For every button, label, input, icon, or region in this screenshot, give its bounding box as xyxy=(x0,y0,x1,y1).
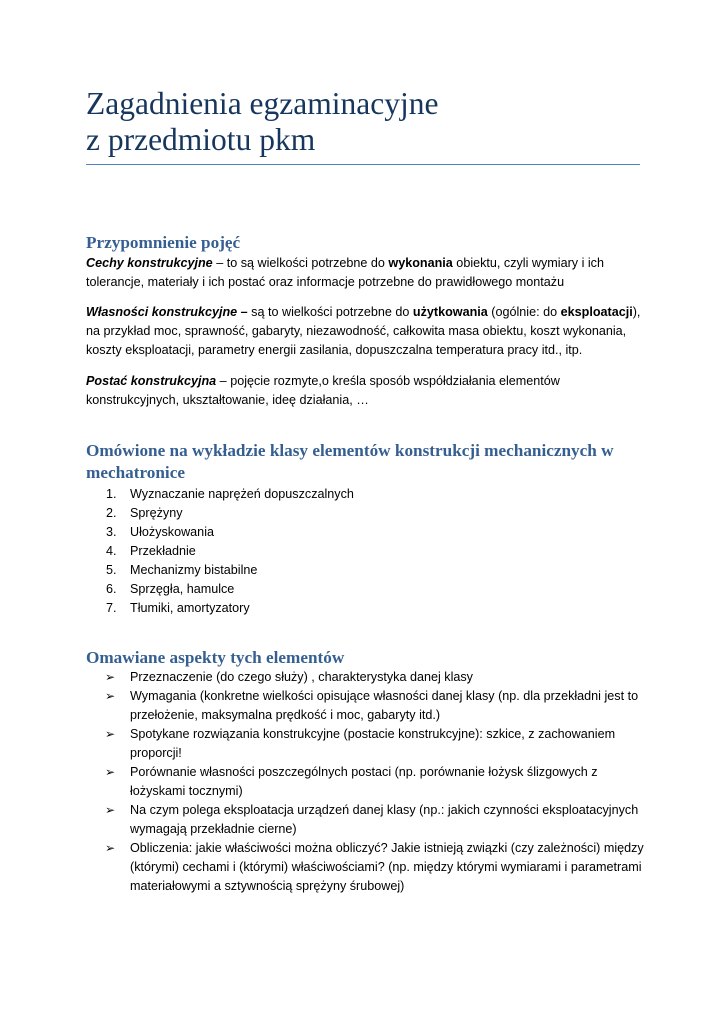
section-heading-przypomnienie: Przypomnienie pojęć xyxy=(86,233,241,252)
text-segment: – to są wielkości potrzebne do xyxy=(212,256,389,270)
title-line-1: Zagadnienia egzaminacyjne xyxy=(86,86,439,121)
list-item-text: Spotykane rozwiązania konstrukcyjne (postacie konstrukcyjne): szkice, z zachowaniem proporcji! xyxy=(130,727,616,760)
bold-uzytkowania: użytkowania xyxy=(412,305,488,319)
text-segment: ), na przykład moc, sprawność, gabaryty, niezawodność, całkowita masa obiektu, koszt wykonania, koszty eksploatacji, parametry energii zasilania, dopuszczalna temperatura pracy itd., itp. xyxy=(86,305,641,358)
term-postac: Postać konstrukcyjna xyxy=(86,374,217,388)
list-item-text: Na czym polega eksploatacja urządzeń danej klasy (np.: jakich czynności eksploatacyjnych wymagają przekładnie cierne) xyxy=(130,803,639,836)
section-heading-aspekty: Omawiane aspekty tych elementów xyxy=(86,648,345,667)
list-item-text: Wyznaczanie naprężeń dopuszczalnych xyxy=(130,487,354,501)
list-item xyxy=(86,839,646,896)
list-item xyxy=(86,668,646,687)
list-item xyxy=(86,561,646,580)
list-item xyxy=(86,504,646,523)
document-title xyxy=(86,86,646,158)
list-item-text: Ułożyskowania xyxy=(130,525,214,539)
list-item-text: Sprzęgła, hamulce xyxy=(130,582,235,596)
list-item xyxy=(86,523,646,542)
list-item-text: Mechanizmy bistabilne xyxy=(130,563,258,577)
list-item xyxy=(86,542,646,561)
list-item-text: Wymagania (konkretne wielkości opisujące własności danej klasy (np. dla przekładni jest to przełożenie, maksymalna prędkość i moc, gabaryty itd.) xyxy=(130,689,639,722)
ordered-list-klasy xyxy=(86,485,646,618)
list-number: 6. xyxy=(106,582,117,596)
paragraph-cechy-konstrukcyjne xyxy=(86,254,646,292)
bold-wykonania: wykonania xyxy=(388,256,453,270)
text-segment: – pojęcie rozmyte,o kreśla sposób współdziałania elementów konstrukcyjnych, ukształtowanie, ideę działania, … xyxy=(86,374,560,408)
list-number: 2. xyxy=(106,506,117,520)
list-number: 4. xyxy=(106,544,117,558)
text-segment: (ogólnie: do xyxy=(487,305,561,319)
paragraph-postac-konstrukcyjna xyxy=(86,372,646,410)
arrow-bullet-icon: ➢ xyxy=(105,803,116,817)
list-number: 5. xyxy=(106,563,117,577)
list-item xyxy=(86,485,646,504)
arrow-bullet-icon: ➢ xyxy=(105,670,116,684)
list-item xyxy=(86,580,646,599)
term-cechy: Cechy konstrukcyjne xyxy=(86,256,213,270)
list-item-text: Obliczenia: jakie właściwości można obliczyć? Jakie istnieją związki (czy zależności) między (którymi) cechami i (którymi) właściwościami? (np. między którymi wymiarami i parametrami materiałowymi a sztywnością sprężyny śrubowej) xyxy=(130,841,644,893)
list-number: 3. xyxy=(106,525,117,539)
list-item-text: Porównanie własności poszczególnych postaci (np. porównanie łożysk ślizgowych z łożyskami tocznymi) xyxy=(130,765,598,798)
bold-eksploatacji: eksploatacji xyxy=(560,305,633,319)
list-item-text: Przeznaczenie (do czego służy) , charakterystyka danej klasy xyxy=(130,670,473,684)
term-wlasnosci: Własności konstrukcyjne – xyxy=(86,305,248,319)
list-item xyxy=(86,725,646,763)
list-item xyxy=(86,687,646,725)
arrow-bullet-icon: ➢ xyxy=(105,727,116,741)
list-item xyxy=(86,763,646,801)
list-item xyxy=(86,801,646,839)
arrow-bullet-icon: ➢ xyxy=(105,689,116,703)
section-heading-klasy-elementow: Omówione na wykładzie klasy elementów konstrukcji mechanicznych w mechatronice xyxy=(86,441,614,482)
text-segment: obiektu, czyli wymiary i ich tolerancje, materiały i ich postać oraz informacje potrzebne do prawidłowego montażu xyxy=(86,256,604,290)
list-item-text: Sprężyny xyxy=(130,506,183,520)
list-number: 7. xyxy=(106,601,117,615)
arrow-bullet-icon: ➢ xyxy=(105,765,116,779)
title-line-2: z przedmiotu pkm xyxy=(86,122,316,157)
list-item xyxy=(86,599,646,618)
arrow-bullet-icon: ➢ xyxy=(105,841,116,855)
list-number: 1. xyxy=(106,487,117,501)
list-item-text: Przekładnie xyxy=(130,544,196,558)
title-underline xyxy=(86,164,640,165)
text-segment: są to wielkości potrzebne do xyxy=(247,305,413,319)
list-item-text: Tłumiki, amortyzatory xyxy=(130,601,250,615)
paragraph-wlasnosci-konstrukcyjne xyxy=(86,303,646,361)
bullet-list-aspekty xyxy=(86,668,646,896)
